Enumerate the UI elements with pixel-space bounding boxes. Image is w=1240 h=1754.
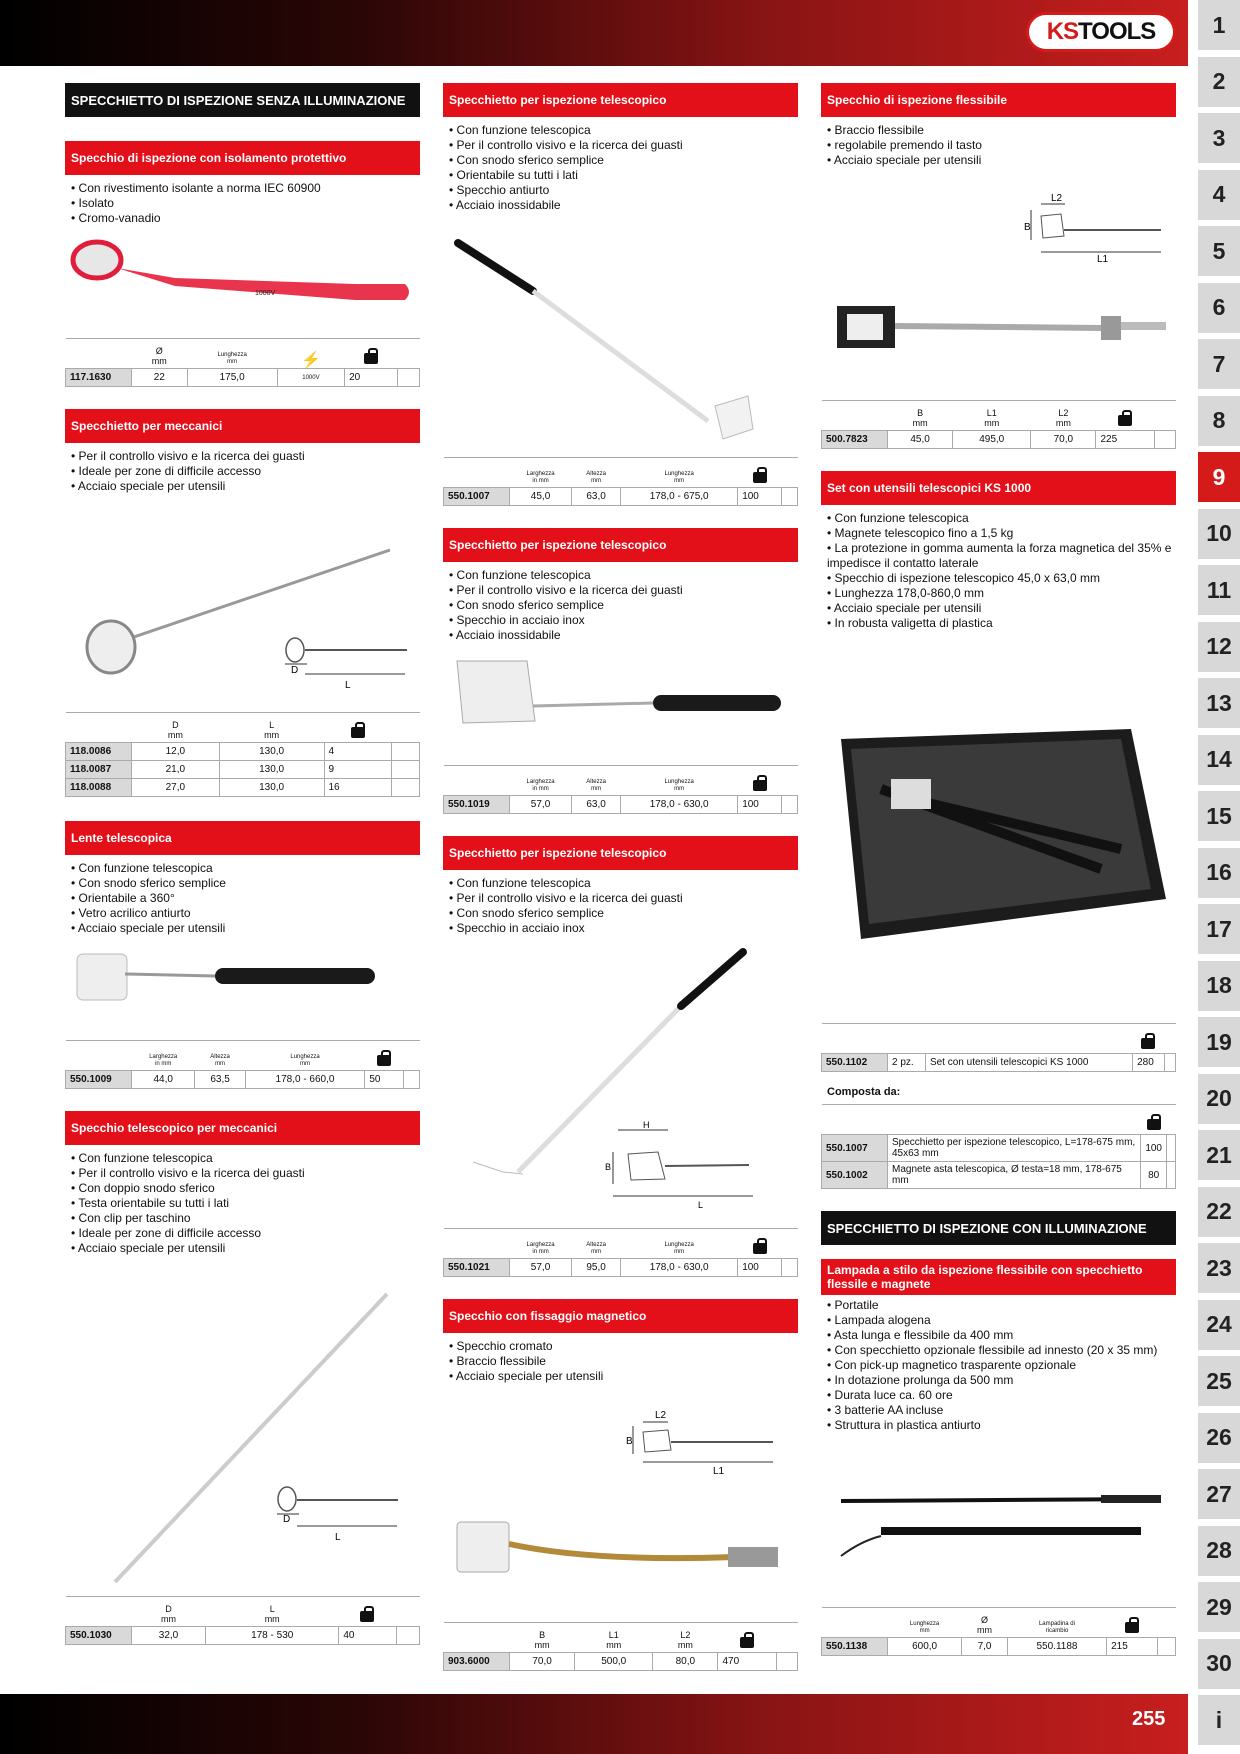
chapter-tab[interactable]: 12 — [1198, 622, 1240, 672]
svg-text:1000V: 1000V — [255, 290, 276, 297]
bullet-item: • Orientabile a 360° — [71, 891, 420, 906]
section-title: SPECCHIETTO DI ISPEZIONE SENZA ILLUMINAZIONE — [65, 83, 420, 117]
weight-icon — [360, 1606, 374, 1622]
bullet-list — [821, 1298, 1176, 1433]
spec-table: D mm L mm 118.0086 12,0 130,0 4 118.0087 21,0 130,0 9 118.0088 27,0 130,0 16 — [65, 712, 420, 797]
chapter-tab[interactable]: 10 — [1198, 509, 1240, 559]
chapter-tab[interactable]: 17 — [1198, 904, 1240, 954]
chapter-tab[interactable]: i — [1198, 1695, 1240, 1745]
bullet-item: • Con specchietto opzionale flessibile ad innesto (20 x 35 mm) — [827, 1343, 1176, 1358]
product-image-telescopic-lens — [65, 944, 420, 1040]
svg-text:D: D — [291, 665, 299, 676]
bullet-list — [65, 181, 420, 226]
bullet-list — [821, 511, 1176, 631]
bullet-item: • Cromo-vanadio — [71, 211, 420, 226]
chapter-tab[interactable]: 18 — [1198, 961, 1240, 1011]
ks-tools-logo: KS TOOLS — [1026, 12, 1176, 52]
column-3 — [821, 83, 1176, 1656]
product-title: Lampada a stilo da ispezione flessibile con specchietto flessile e magnete — [821, 1259, 1176, 1295]
bullet-list — [65, 861, 420, 936]
product-title: Lente telescopica — [65, 821, 420, 855]
bullet-item: • Specchio di ispezione telescopico 45,0 x 63,0 mm — [827, 571, 1176, 586]
bullet-item: • In robusta valigetta di plastica — [827, 616, 1176, 631]
chapter-tab[interactable]: 26 — [1198, 1413, 1240, 1463]
chapter-tab[interactable]: 4 — [1198, 170, 1240, 220]
chapter-tab[interactable]: 2 — [1198, 57, 1240, 107]
bullet-item: • Con clip per taschino — [71, 1211, 420, 1226]
chapter-tab[interactable]: 1 — [1198, 0, 1240, 50]
chapter-tab[interactable]: 24 — [1198, 1300, 1240, 1350]
weight-icon — [1125, 1617, 1139, 1633]
chapter-tab[interactable]: 11 — [1198, 565, 1240, 615]
weight-icon — [364, 348, 378, 364]
bullet-item: • Specchio in acciaio inox — [449, 921, 798, 936]
bullet-item: • La protezione in gomma aumenta la forza magnetica del 35% e impedisce il contatto laterale — [827, 541, 1176, 571]
bullet-item: • Braccio flessibile — [827, 123, 1176, 138]
bullet-item: • Specchio antiurto — [449, 183, 798, 198]
chapter-tab[interactable]: 22 — [1198, 1187, 1240, 1237]
bullet-item: • Isolato — [71, 196, 420, 211]
product-title: Specchietto per ispezione telescopico — [443, 83, 798, 117]
product-image-tool-set-case — [821, 639, 1176, 1023]
bullet-item: • Braccio flessibile — [449, 1354, 798, 1369]
bullet-item: • Per il controllo visivo e la ricerca dei guasti — [449, 583, 798, 598]
product-image-mechanic-mirror — [65, 502, 420, 712]
chapter-tab[interactable]: 16 — [1198, 848, 1240, 898]
section-title: SPECCHIETTO DI ISPEZIONE CON ILLUMINAZIONE — [821, 1211, 1176, 1245]
spec-table: Lunghezza mm Ø mm Lampadina di ricambio 550.1138 600,0 7,0 550.1188 215 — [821, 1607, 1176, 1656]
header-bar — [0, 0, 1188, 66]
bullet-item: • Vetro acrilico antiurto — [71, 906, 420, 921]
bullet-item: • Acciaio speciale per utensili — [71, 479, 420, 494]
svg-text:L2: L2 — [655, 1410, 667, 1421]
bullet-item: • Testa orientabile su tutti i lati — [71, 1196, 420, 1211]
svg-text:D: D — [283, 1514, 291, 1525]
column-2 — [443, 83, 798, 1671]
chapter-tab[interactable]: 29 — [1198, 1582, 1240, 1632]
bullet-item: • Lunghezza 178,0-860,0 mm — [827, 586, 1176, 601]
bullet-list — [443, 1339, 798, 1384]
spec-table: Larghezza in mm Altezza mm Lunghezza mm 550.1009 44,0 63,5 178,0 - 660,0 50 — [65, 1040, 420, 1089]
bullet-item: • Con doppio snodo sferico — [71, 1181, 420, 1196]
weight-icon — [753, 775, 767, 791]
svg-text:L: L — [335, 1532, 341, 1543]
chapter-tab[interactable]: 21 — [1198, 1130, 1240, 1180]
bullet-item: • Per il controllo visivo e la ricerca dei guasti — [449, 138, 798, 153]
product-title: Specchietto per ispezione telescopico — [443, 528, 798, 562]
chapter-tab[interactable]: 5 — [1198, 226, 1240, 276]
weight-icon — [1118, 410, 1132, 426]
svg-text:L1: L1 — [713, 1466, 725, 1477]
page-number: 255 — [1132, 1708, 1166, 1730]
bullet-item: • Orientabile su tutti i lati — [449, 168, 798, 183]
spec-table: D mm L mm 550.1030 32,0 178 - 530 40 — [65, 1596, 420, 1645]
bullet-item: • Per il controllo visivo e la ricerca dei guasti — [71, 449, 420, 464]
product-title: Specchietto per ispezione telescopico — [443, 836, 798, 870]
product-title: Specchio con fissaggio magnetico — [443, 1299, 798, 1333]
bullet-item: • Specchio cromato — [449, 1339, 798, 1354]
bullet-item: • Asta lunga e flessibile da 400 mm — [827, 1328, 1176, 1343]
svg-text:B: B — [605, 1162, 612, 1172]
column-1 — [65, 83, 420, 1645]
bullet-item: • Con snodo sferico semplice — [71, 876, 420, 891]
bullet-list — [443, 568, 798, 643]
footer-bar — [0, 1694, 1188, 1754]
bullet-item: • Con funzione telescopica — [71, 861, 420, 876]
chapter-tab[interactable]: 13 — [1198, 678, 1240, 728]
weight-icon — [351, 722, 365, 738]
bullet-list — [65, 449, 420, 494]
bullet-item: • Con funzione telescopica — [449, 123, 798, 138]
chapter-tab[interactable]: 23 — [1198, 1243, 1240, 1293]
product-title: Specchio di ispezione flessibile — [821, 83, 1176, 117]
bullet-list — [443, 876, 798, 936]
chapter-tab[interactable]: 30 — [1198, 1639, 1240, 1689]
product-image-magnetic-mirror — [443, 1392, 798, 1622]
chapter-tab[interactable]: 25 — [1198, 1356, 1240, 1406]
weight-icon — [1141, 1033, 1155, 1049]
chapter-tab[interactable]: 8 — [1198, 396, 1240, 446]
bullet-item: • Struttura in plastica antiurto — [827, 1418, 1176, 1433]
bullet-item: • Con funzione telescopica — [827, 511, 1176, 526]
bullet-item: • Acciaio speciale per utensili — [449, 1369, 798, 1384]
chapter-tab[interactable]: 14 — [1198, 735, 1240, 785]
svg-text:H: H — [643, 1120, 650, 1130]
bullet-item: • Con funzione telescopica — [71, 1151, 420, 1166]
bullet-list — [65, 1151, 420, 1256]
chapter-tab[interactable]: 9 — [1198, 452, 1240, 502]
bullet-list — [443, 123, 798, 213]
product-image-telescopic-mirror-inox — [443, 651, 798, 765]
product-image-flexible-mirror — [821, 176, 1176, 400]
bullet-item: • 3 batterie AA incluse — [827, 1403, 1176, 1418]
bullet-item: • regolabile premendo il tasto — [827, 138, 1176, 153]
weight-icon — [1147, 1114, 1161, 1130]
product-image-insulated-mirror — [65, 234, 420, 338]
chapter-tab[interactable]: 15 — [1198, 791, 1240, 841]
chapter-tabs — [1198, 0, 1240, 1754]
composition-table: 550.1007 Specchietto per ispezione telescopico, L=178-675 mm, 45x63 mm 100 550.1002 Magnete asta telescopica, Ø testa=18 mm, 178-675 mm 80 — [821, 1104, 1176, 1189]
bullet-item: • Portatile — [827, 1298, 1176, 1313]
product-image-telescopic-mechanic-mirror — [65, 1264, 420, 1596]
bullet-item: • Con pick-up magnetico trasparente opzionale — [827, 1358, 1176, 1373]
chapter-tab[interactable]: 7 — [1198, 339, 1240, 389]
spec-table: B mm L1 mm L2 mm 903.6000 70,0 500,0 80,0 470 — [443, 1622, 798, 1671]
bullet-item: • Durata luce ca. 60 ore — [827, 1388, 1176, 1403]
bullet-item: • In dotazione prolunga da 500 mm — [827, 1373, 1176, 1388]
spec-table: Larghezza in mm Altezza mm Lunghezza mm 550.1007 45,0 63,0 178,0 - 675,0 100 — [443, 457, 798, 506]
bullet-item: • Per il controllo visivo e la ricerca dei guasti — [449, 891, 798, 906]
bullet-item: • Acciaio speciale per utensili — [827, 153, 1176, 168]
spec-table: Larghezza in mm Altezza mm Lunghezza mm 550.1019 57,0 63,0 178,0 - 630,0 100 — [443, 765, 798, 814]
bullet-item: • Per il controllo visivo e la ricerca dei guasti — [71, 1166, 420, 1181]
chapter-tab[interactable]: 6 — [1198, 283, 1240, 333]
spec-table: 550.1102 2 pz. Set con utensili telescopici KS 1000 280 — [821, 1023, 1176, 1072]
chapter-tab[interactable]: 3 — [1198, 113, 1240, 163]
bullet-item: • Acciaio inossidabile — [449, 198, 798, 213]
composed-label: Composta da: — [827, 1086, 901, 1098]
svg-text:B: B — [1024, 222, 1031, 233]
svg-text:L2: L2 — [1051, 193, 1063, 204]
spec-table: Ø mm Lunghezza mm ⚡ 117.1630 22 175,0 1000V 20 — [65, 338, 420, 387]
bullet-item: • Acciaio speciale per utensili — [71, 1241, 420, 1256]
bullet-item: • Specchio in acciaio inox — [449, 613, 798, 628]
product-title: Specchietto per meccanici — [65, 409, 420, 443]
weight-icon — [753, 1238, 767, 1254]
bullet-list — [821, 123, 1176, 168]
chapter-tab[interactable]: 20 — [1198, 1074, 1240, 1124]
product-image-telescopic-mirror-large — [443, 944, 798, 1228]
bullet-item: • Con snodo sferico semplice — [449, 153, 798, 168]
chapter-tab[interactable]: 27 — [1198, 1469, 1240, 1519]
bullet-item: • Con rivestimento isolante a norma IEC 60900 — [71, 181, 420, 196]
bullet-item: • Ideale per zone di difficile accesso — [71, 464, 420, 479]
bullet-item: • Con snodo sferico semplice — [449, 598, 798, 613]
product-title: Specchio di ispezione con isolamento protettivo — [65, 141, 420, 175]
svg-text:B: B — [626, 1436, 633, 1447]
product-title: Set con utensili telescopici KS 1000 — [821, 471, 1176, 505]
weight-icon — [377, 1050, 391, 1066]
bullet-item: • Acciaio speciale per utensili — [71, 921, 420, 936]
bullet-item: • Magnete telescopico fino a 1,5 kg — [827, 526, 1176, 541]
svg-text:L: L — [345, 680, 351, 691]
spec-table: B mm L1 mm L2 mm 500.7823 45,0 495,0 70,0 225 — [821, 400, 1176, 449]
bullet-item: • Con funzione telescopica — [449, 568, 798, 583]
product-image-inspection-lamp — [821, 1441, 1176, 1607]
chapter-tab[interactable]: 19 — [1198, 1017, 1240, 1067]
bullet-item: • Lampada alogena — [827, 1313, 1176, 1328]
bullet-item: • Con funzione telescopica — [449, 876, 798, 891]
weight-icon — [740, 1632, 754, 1648]
chapter-tab[interactable]: 28 — [1198, 1526, 1240, 1576]
svg-text:L1: L1 — [1097, 254, 1109, 265]
product-title: Specchio telescopico per meccanici — [65, 1111, 420, 1145]
svg-text:L: L — [698, 1200, 704, 1210]
bullet-item: • Ideale per zone di difficile accesso — [71, 1226, 420, 1241]
weight-icon — [753, 467, 767, 483]
bullet-item: • Acciaio speciale per utensili — [827, 601, 1176, 616]
product-image-telescopic-mirror — [443, 221, 798, 457]
bullet-item: • Acciaio inossidabile — [449, 628, 798, 643]
bullet-item: • Con snodo sferico semplice — [449, 906, 798, 921]
spec-table: Larghezza in mm Altezza mm Lunghezza mm 550.1021 57,0 95,0 178,0 - 630,0 100 — [443, 1228, 798, 1277]
